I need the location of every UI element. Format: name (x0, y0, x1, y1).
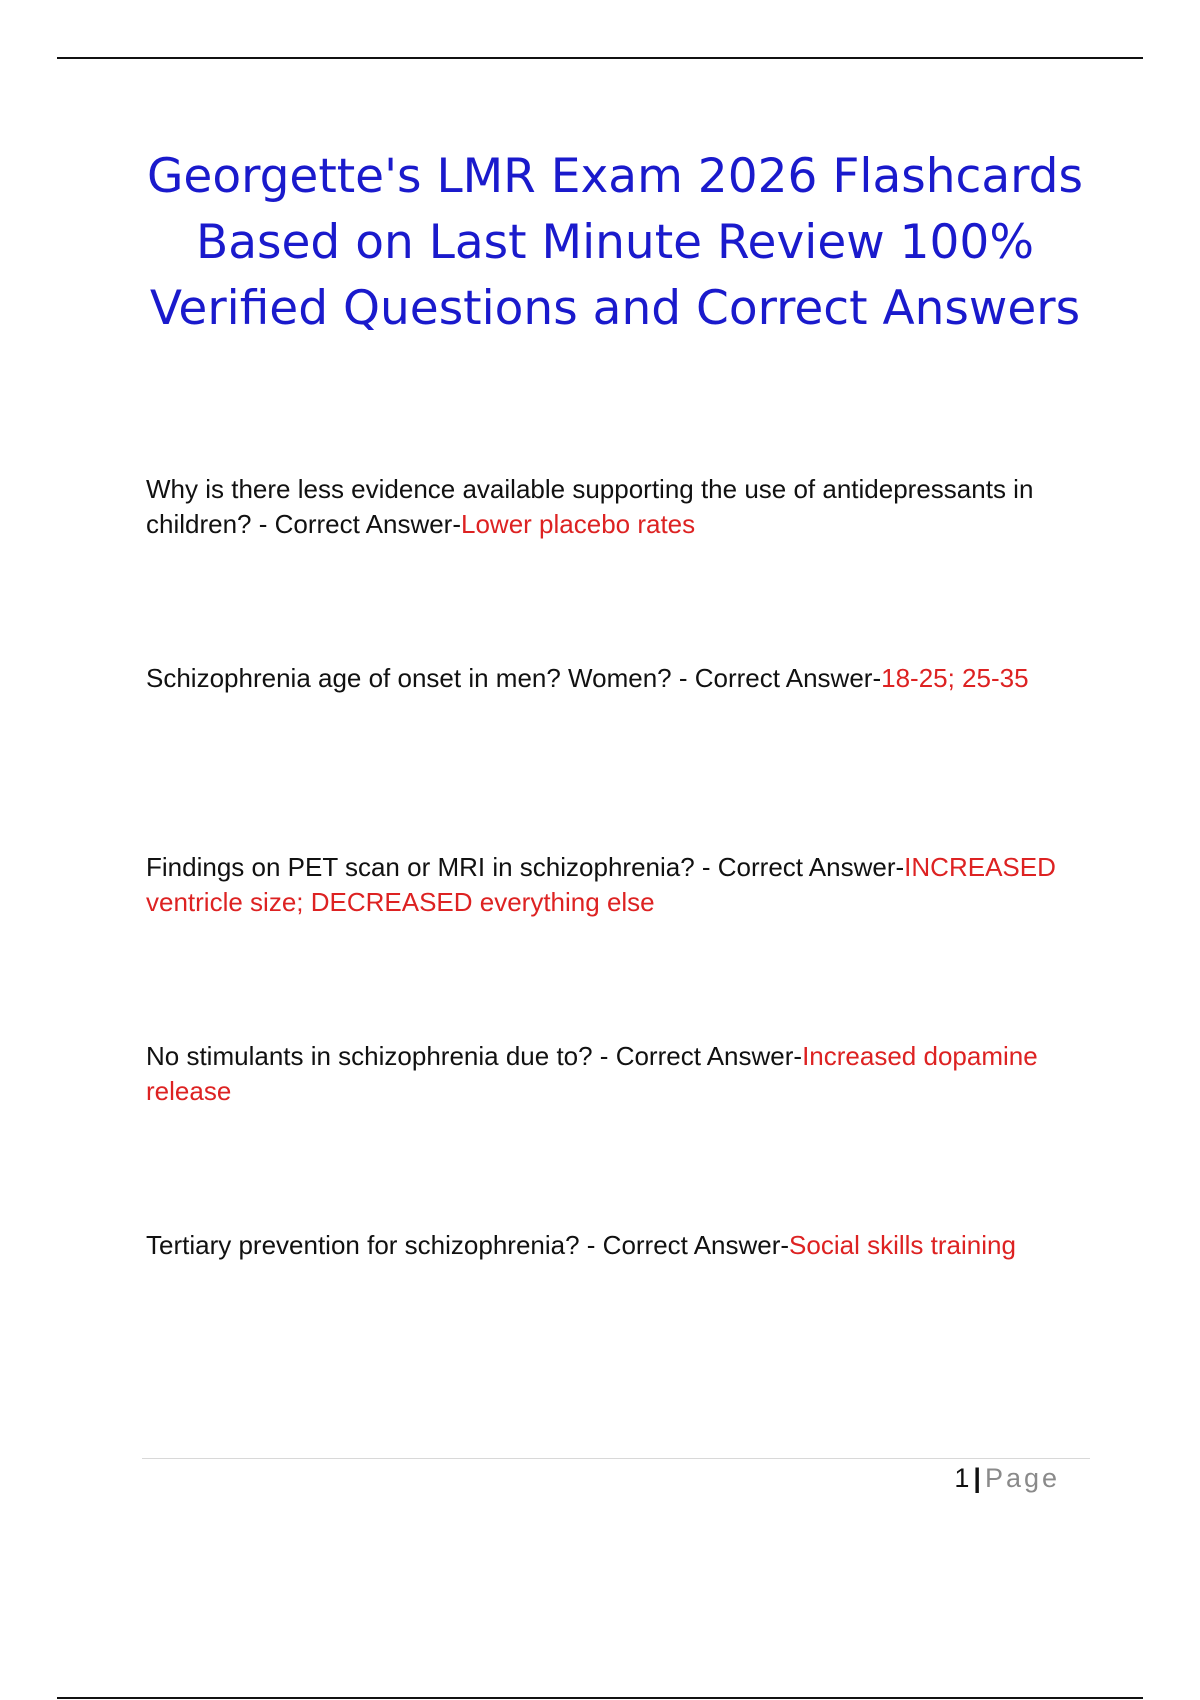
document-title: Georgette's LMR Exam 2026 Flashcards Based on Last Minute Review 100% Verified Questions and Correct Answers (146, 149, 1083, 336)
answer-text: INCREASED ventricle size; DECREASED everything else (146, 852, 1056, 917)
qa-item (146, 850, 1086, 920)
page-separator: | (973, 1463, 981, 1493)
answer-text: Increased dopamine release (146, 1041, 1038, 1106)
qa-item (146, 472, 1086, 542)
qa-item (146, 1039, 1086, 1109)
question-text: No stimulants in schizophrenia due to? - Correct Answer- (146, 1041, 803, 1071)
bottom-divider (57, 1697, 1143, 1699)
question-text: Why is there less evidence available supporting the use of antidepressants in children? - Correct Answer- (146, 474, 1034, 539)
footer-divider (142, 1458, 1090, 1459)
question-text: Findings on PET scan or MRI in schizophrenia? - Correct Answer- (146, 852, 905, 882)
answer-text: Social skills training (789, 1230, 1016, 1260)
question-text: Tertiary prevention for schizophrenia? - Correct Answer- (146, 1230, 790, 1260)
qa-item (146, 661, 1086, 696)
page-label: Page (984, 1463, 1060, 1493)
top-divider (57, 57, 1143, 59)
page-footer (954, 1461, 1060, 1495)
answer-text: 18-25; 25-35 (881, 663, 1029, 693)
question-text: Schizophrenia age of onset in men? Women? - Correct Answer- (146, 663, 882, 693)
qa-item (146, 1228, 1086, 1263)
page-number: 1 (954, 1463, 970, 1493)
answer-text: Lower placebo rates (461, 509, 696, 539)
